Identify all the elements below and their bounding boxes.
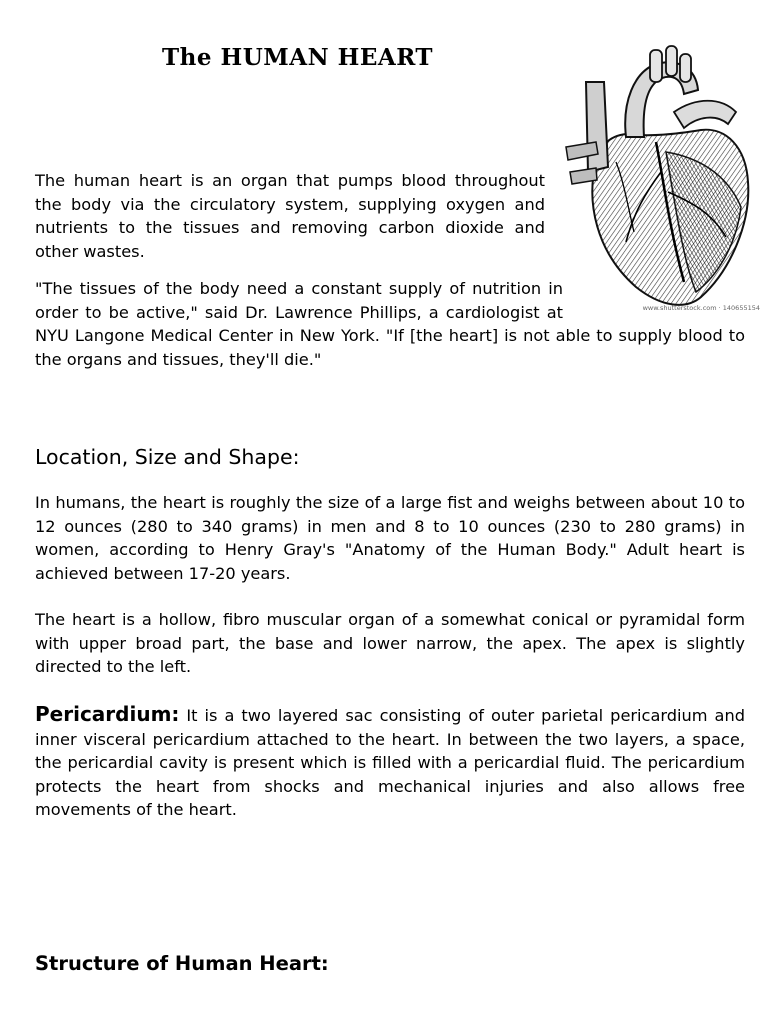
intro-paragraph: The human heart is an organ that pumps blood throughout the body via the circulatory system, supplying oxygen and nutrients to the tissues and removing carbon dioxide and other wastes. — [35, 171, 545, 261]
quote-text: "The tissues of the body need a constant supply of nutrition in order to be active," said Dr. Lawrence Phillips, a cardiologist at NYU Langone Medical Center in New York. "If [the heart] is not able to supply blood to the organs and tissues, they'll die." — [35, 279, 745, 369]
pericardium-paragraph — [35, 703, 745, 822]
figure-wrap-spacer — [577, 277, 745, 324]
page-title: The HUMAN HEART — [162, 44, 434, 71]
pericardium-text: It is a two layered sac consisting of outer parietal pericardium and inner visceral pericardium attached to the heart. In between the two layers, a space, the pericardial cavity is present which is filled with a pericardial fluid. The pericardium protects the heart from shocks and mechanical injuries and also allows free movements of the heart. — [35, 706, 745, 819]
section-heading-structure: Structure of Human Heart: — [35, 952, 329, 975]
size-paragraph: In humans, the heart is roughly the size of a large fist and weighs between about 10 to 12 ounces (280 to 340 grams) in men and 8 to 10 ounces (230 to 280 grams) in women, according to Henry Gray's "Anatomy of the Human Body." Adult heart is achieved between 17-20 years. — [35, 493, 745, 583]
shape-paragraph: The heart is a hollow, fibro muscular organ of a somewhat conical or pyramidal form with upper broad part, the base and lower narrow, the apex. The apex is slightly directed to the left. — [35, 610, 745, 676]
image-watermark: www.shutterstock.com · 140655154 — [642, 304, 760, 312]
quote-paragraph — [35, 277, 745, 371]
section-heading-location: Location, Size and Shape: — [35, 445, 300, 469]
pericardium-lead-in: Pericardium: — [35, 702, 180, 726]
